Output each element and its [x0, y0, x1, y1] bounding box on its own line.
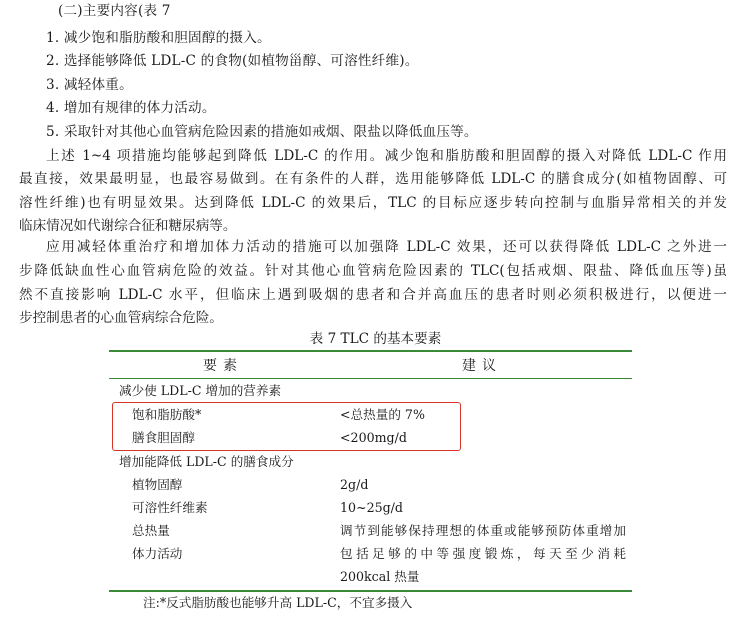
paragraph-1-line-1: 上述 1~4 项措施均能够起到降低 LDL-C 的作用。减少饱和脂肪酸和胆固醇的摄入对降低 LDL-C 作用 — [46, 148, 727, 164]
table-row-advice: 10~25g/d — [340, 500, 403, 515]
paragraph-1-line-4: 临床情况如代谢综合征和糖尿病等。 — [19, 218, 237, 234]
paragraph-2-line-3: 然不直接影响 LDL-C 水平，但临床上遇到吸烟的患者和合并高血压的患者时则必须积极进行，以便进一 — [19, 287, 727, 303]
paragraph-2-line-1: 应用减轻体重治疗和增加体力活动的措施可以加强降 LDL-C 效果，还可以获得降低 LDL-C 之外进一 — [46, 239, 727, 255]
table-header-element: 要素 — [203, 358, 243, 374]
table-row-element: 可溶性纤维素 — [132, 500, 208, 515]
table-row-advice-continued: 200kcal 热量 — [340, 569, 420, 584]
table-row-element: 植物固醇 — [132, 477, 183, 492]
table-group-title-1: 减少使 LDL-C 增加的营养素 — [119, 383, 282, 398]
table-row-element: 膳食胆固醇 — [132, 430, 195, 445]
list-item-5: 5. 采取针对其他心血管病危险因素的措施如戒烟、限盐以降低血压等。 — [46, 124, 478, 140]
table-bottom-rule — [109, 590, 632, 592]
list-item-2: 2. 选择能够降低 LDL-C 的食物(如植物甾醇、可溶性纤维)。 — [46, 53, 419, 69]
section-heading: (二)主要内容(表 7 — [58, 3, 171, 19]
list-item-3: 3. 减轻体重。 — [46, 77, 133, 93]
paragraph-1-line-2: 最直接，效果最明显，也最容易做到。在有条件的人群，选用能够降低 LDL-C 的膳食成分(如植物固醇、可 — [19, 171, 727, 187]
paragraph-2-line-4: 步控制患者的心血管病综合危险。 — [19, 310, 223, 326]
table-row-element: 饱和脂肪酸* — [132, 407, 202, 422]
table-row-element: 体力活动 — [132, 546, 183, 561]
table-row-advice: 包括足够的中等强度锻炼，每天至少消耗 — [340, 546, 626, 561]
table-row-advice: 2g/d — [340, 477, 369, 492]
table-top-rule — [109, 350, 632, 352]
table-row-element: 总热量 — [132, 523, 170, 538]
table-header-rule — [109, 378, 632, 379]
table-row-advice: <200mg/d — [340, 430, 407, 445]
paragraph-1-line-3: 溶性纤维)也有明显效果。达到降低 LDL-C 的效果后，TLC 的目标应逐步转向控制与血脂异常相关的并发 — [19, 195, 727, 211]
table-row-advice: <总热量的 7% — [340, 407, 425, 422]
list-item-1: 1. 减少饱和脂肪酸和胆固醇的摄入。 — [46, 30, 271, 46]
table-header-advice: 建议 — [462, 358, 502, 374]
table-group-title-2: 增加能降低 LDL-C 的膳食成分 — [119, 454, 294, 469]
table-footnote: 注:*反式脂肪酸也能够升高 LDL-C，不宜多摄入 — [143, 595, 413, 610]
table-row-advice: 调节到能够保持理想的体重或能够预防体重增加 — [340, 523, 626, 538]
list-item-4: 4. 增加有规律的体力活动。 — [46, 100, 216, 116]
table-caption: 表 7 TLC 的基本要素 — [309, 331, 442, 347]
paragraph-2-line-2: 步降低缺血性心血管病危险的效益。针对其他心血管病危险因素的 TLC(包括戒烟、限盐、降低血压等)虽 — [19, 263, 727, 279]
